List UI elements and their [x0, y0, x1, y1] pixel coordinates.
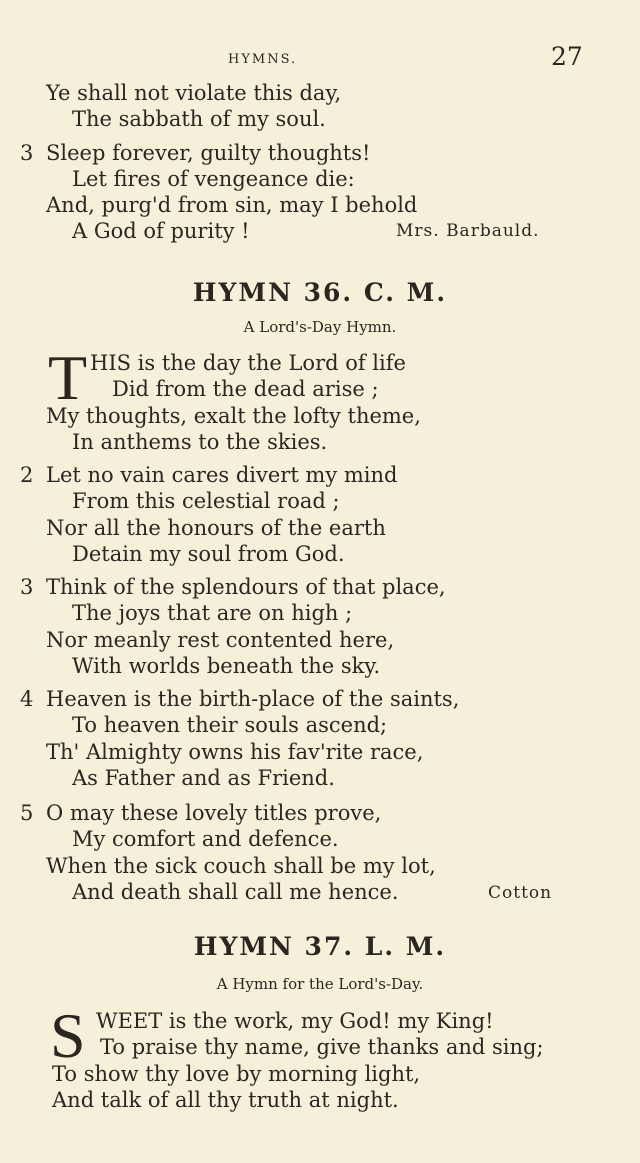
verse-line: O may these lovely titles prove,	[46, 801, 382, 825]
running-head-title: HYMNS.	[228, 52, 298, 67]
verse-line: To praise thy name, give thanks and sing;	[100, 1035, 544, 1059]
drop-cap: S	[50, 1000, 86, 1071]
hymn-subtitle: A Hymn for the Lord's-Day.	[216, 975, 424, 993]
verse-line: Think of the splendours of that place,	[46, 575, 446, 599]
running-head	[0, 42, 640, 71]
verse-line: My thoughts, exalt the lofty theme,	[46, 404, 421, 428]
stanza-number: 4	[20, 687, 34, 711]
verse-line: Nor all the honours of the earth	[46, 516, 386, 540]
verse-line: And death shall call me hence.	[72, 880, 399, 904]
verse-line: Detain my soul from God.	[72, 542, 345, 566]
author-attribution: Cotton	[488, 883, 553, 903]
verse-line: The joys that are on high ;	[72, 601, 353, 625]
verse-line: To heaven their souls ascend;	[72, 713, 388, 737]
author-attribution: Mrs. Barbauld.	[396, 221, 540, 241]
verse-line: To show thy love by morning light,	[52, 1062, 421, 1086]
verse-line: Did from the dead arise ;	[112, 377, 379, 401]
drop-cap: T	[48, 342, 88, 413]
verse-line: HIS is the day the Lord of life	[90, 351, 406, 375]
stanza-number: 3	[20, 575, 34, 599]
verse-line: As Father and as Friend.	[72, 766, 335, 790]
verse-line: Ye shall not violate this day,	[46, 81, 342, 105]
verse-line: With worlds beneath the sky.	[72, 654, 381, 678]
verse-line: Sleep forever, guilty thoughts!	[46, 141, 371, 165]
verse-line: When the sick couch shall be my lot,	[46, 854, 436, 878]
verse-line: In anthems to the skies.	[72, 430, 328, 454]
verse-line: Heaven is the birth-place of the saints,	[46, 687, 460, 711]
verse-line: And, purg'd from sin, may I behold	[46, 193, 418, 217]
verse-line: Nor meanly rest contented here,	[46, 628, 395, 652]
stanza-number: 3	[20, 141, 34, 165]
verse-line: Th' Almighty owns his fav'rite race,	[46, 740, 424, 764]
verse-line: Let no vain cares divert my mind	[46, 463, 398, 487]
hymn-title: HYMN 37. L. M.	[193, 932, 447, 961]
hymn-title: HYMN 36. C. M.	[192, 278, 448, 307]
verse-line: And talk of all thy truth at night.	[52, 1088, 399, 1112]
verse-line: A God of purity !	[72, 219, 250, 243]
verse-line: From this celestial road ;	[72, 489, 340, 513]
verse-line: The sabbath of my soul.	[72, 107, 326, 131]
stanza-number: 2	[20, 463, 34, 487]
hymn-subtitle: A Lord's-Day Hymn.	[243, 318, 397, 336]
page-number: 27	[551, 42, 583, 71]
verse-line: WEET is the work, my God! my King!	[96, 1009, 494, 1033]
stanza-number: 5	[20, 801, 34, 825]
verse-line: Let fires of vengeance die:	[72, 167, 355, 191]
verse-line: My comfort and defence.	[72, 827, 339, 851]
